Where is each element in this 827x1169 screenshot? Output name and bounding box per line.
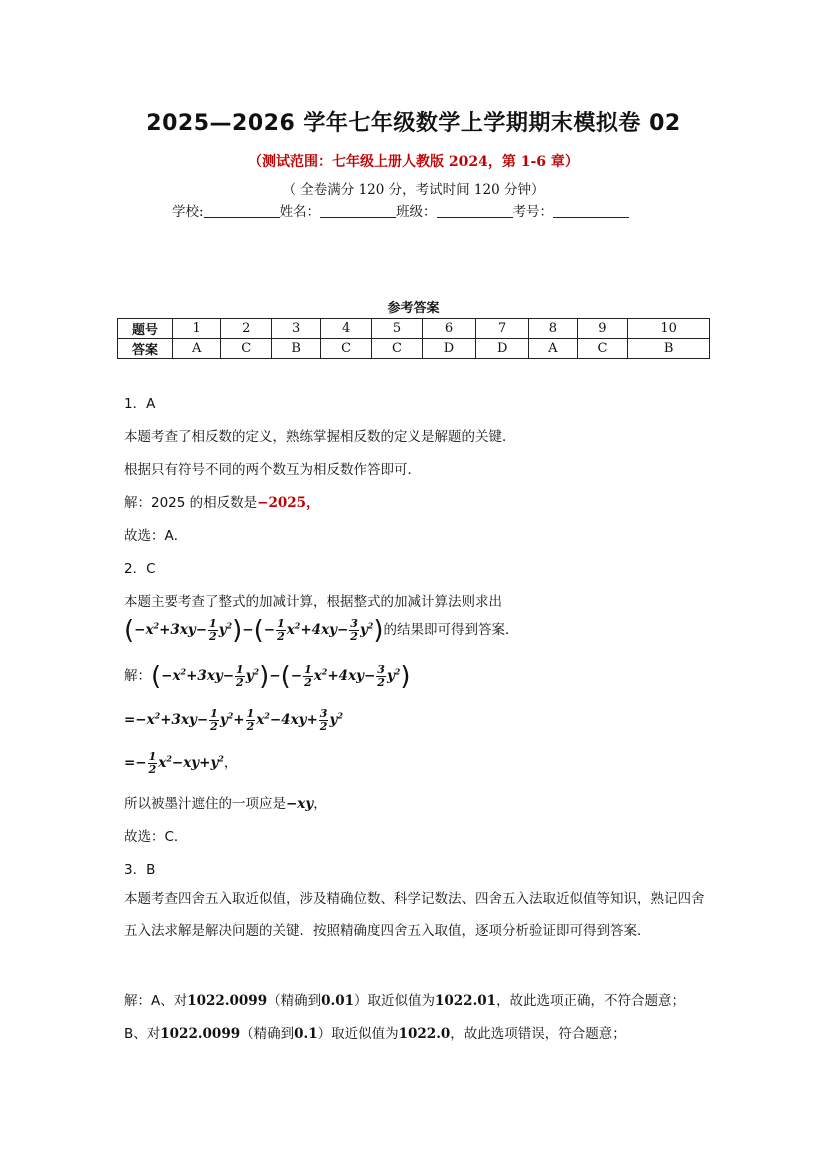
q2-step-1: $=-x^2+3xy-$ $\frac{1}{2}$ $y^2+$ $\frac{1}{2}$ $x^2-4xy+$ $\frac{3}{2}$ $y^2$	[124, 707, 343, 733]
class-blank[interactable]	[437, 203, 513, 218]
answer-key-title: 参考答案	[387, 301, 440, 316]
q2-expression-tail: 的结果即可得到答案．	[383, 622, 519, 638]
q2-expression-line	[124, 615, 519, 646]
answer-header: 答案	[118, 339, 173, 359]
test-scope: （测试范围：七年级上册人教版 2024，第 1-6 章）	[248, 154, 579, 170]
q3-option-b: B、对1022.0099（精确到0.1）取近似值为1022.0，故此选项错误，符合题意；	[124, 1026, 626, 1042]
question-number-header: 题号	[118, 319, 173, 339]
answer-table	[117, 318, 710, 359]
school-label: 学校:	[172, 204, 204, 220]
document-title: 2025—2026 学年七年级数学上学期期末模拟卷 02	[146, 111, 681, 136]
q1-heading: 1．A	[124, 396, 156, 412]
table-cell: 2	[221, 319, 272, 339]
table-cell: A	[529, 339, 577, 359]
q2-conclusion-text: 所以被墨汁遮住的一项应是	[124, 796, 286, 812]
school-blank[interactable]	[204, 203, 280, 218]
q2-solution-start: 解：($-x^2+3xy-$ $\frac{1}{2}$ $y^2)-(-$ $\frac{1}{2}$ $x^2+4xy-$ $\frac{3}{2}$ $y^2$)	[124, 661, 411, 692]
table-cell: 5	[372, 319, 423, 339]
q2-conclusion-term: −xy	[286, 796, 314, 812]
q2-conclusion	[124, 792, 327, 812]
q3-heading: 3．B	[124, 862, 156, 878]
table-cell: C	[221, 339, 272, 359]
q2-expression: ($-x^2+3xy-$ $\frac{1}{2}$ $y^2)-(-$ $\frac{1}{2}$ $x^2+4xy-$ $\frac{3}{2}$ $y^2$)	[124, 615, 384, 646]
q1-solution-text: 解：2025 的相反数是	[124, 495, 258, 511]
table-cell: 1	[173, 319, 221, 339]
q2-conclusion-comma: ，	[313, 796, 327, 812]
exam-number-blank[interactable]	[553, 203, 629, 218]
name-label: 姓名：	[279, 204, 321, 220]
exam-number-label: 考号：	[512, 204, 554, 220]
q2-step-2: =− $\frac{1}{2}$ $x^2-xy+y^2$，	[124, 750, 238, 776]
table-cell: 10	[628, 319, 710, 339]
table-cell: B	[628, 339, 710, 359]
table-cell: 6	[422, 319, 475, 339]
q1-choice: 故选：A．	[124, 528, 188, 544]
q1-solution	[124, 491, 320, 511]
q2-choice: 故选：C．	[124, 829, 188, 845]
table-cell: 7	[476, 319, 529, 339]
table-cell: B	[272, 339, 321, 359]
q3-analysis: 本题考查四舍五入取近似值，涉及精确位数、科学记数法、四舍五入法取近似值等知识，熟记四舍五入法求解是解决问题的关键．按照精确度四舍五入取值，逐项分析验证即可得到答案．	[124, 891, 705, 939]
table-cell: D	[476, 339, 529, 359]
q1-solution-value: −2025	[257, 495, 307, 511]
table-cell: C	[577, 339, 628, 359]
q3-option-a: 解：A、对1022.0099（精确到0.01）取近似值为1022.01，故此选项正确，不符合题意；	[124, 993, 686, 1009]
question-number-row	[118, 319, 710, 339]
q2-solution-label: 解：	[124, 668, 151, 684]
answer-row	[118, 339, 710, 359]
q2-analysis: 本题主要考查了整式的加减计算，根据整式的加减计算法则求出	[124, 594, 502, 610]
table-cell: C	[372, 339, 423, 359]
table-cell: 4	[321, 319, 372, 339]
exam-info: （ 全卷满分 120 分，考试时间 120 分钟）	[282, 182, 545, 198]
student-fields	[172, 200, 629, 220]
q1-method: 根据只有符号不同的两个数互为相反数作答即可．	[124, 462, 421, 478]
table-cell: A	[173, 339, 221, 359]
table-cell: C	[321, 339, 372, 359]
q1-analysis: 本题考查了相反数的定义，熟练掌握相反数的定义是解题的关键．	[124, 429, 516, 445]
table-cell: 3	[272, 319, 321, 339]
class-label: 班级：	[396, 204, 437, 220]
table-cell: D	[422, 339, 475, 359]
q1-solution-comma: ，	[306, 495, 320, 511]
q2-heading: 2．C	[124, 561, 156, 577]
table-cell: 8	[529, 319, 577, 339]
table-cell: 9	[577, 319, 628, 339]
name-blank[interactable]	[320, 203, 396, 218]
